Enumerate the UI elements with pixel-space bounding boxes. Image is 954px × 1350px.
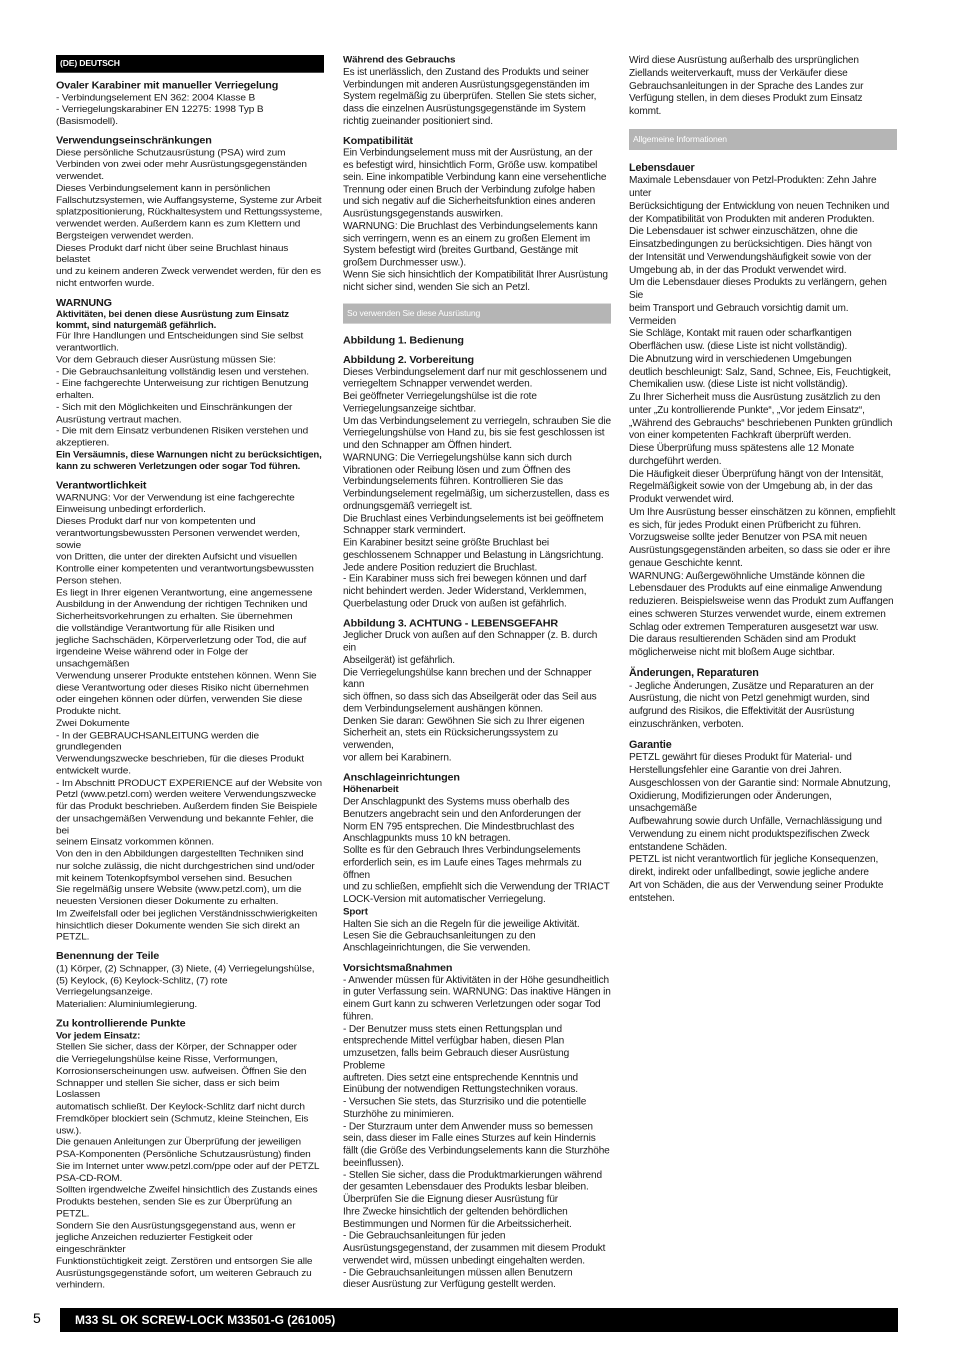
heading-abbildung-1: Abbildung 1. Bedienung [343,335,464,347]
column-3 [629,55,897,905]
einschraenkungen-text: Diese persönliche Schutzausrüstung (PSA) wird zum Verbinden von zwei oder mehr Ausrüstungsgegenständen verwendet. Dieses Verbindungselement kann in persönlichen Fallschutzsystemen, wie Auffangsysteme, Systeme zur Arbeit splatzpositionierung, Rückhaltesystem und Rettungssysteme, verwendet werden. Außerdem kann es zum Klettern und Bergsteigen verwendet werden. Dieses Produkt darf nicht über seine Bruchlast hinaus belastet und zu keinem anderen Zweck verwendet werden, für den es nicht entworfen wurde. [56,147,323,289]
warnung-bold: Aktivitäten, bei denen diese Ausrüstung zum Einsatz kommt, sind naturgemäß gefährlich. [56,309,289,331]
subheading-sport: Sport [343,906,368,918]
heading-benennung: Benennung der Teile [56,950,160,963]
garantie-text: PETZL gewährt für dieses Produkt für Material- und Herstellungsfehler eine Garantie von drei Jahren. Ausgeschlossen von der Garantie sind: Normale Abnutzung, Oxidierung, Modifizierungen oder Änderungen, unsachgemäße Aufbewahrung sowie durch Unfälle, Vernachlässigung und Verwendung zu einem nicht produktspezifischen Zweck entstandene Schäden. PETZL ist nicht verantwortlich für jegliche Konsequenzen, direkt, indirekt oder unfallbedingt, sowie jegliche andere Art von Schäden, die aus der Verwendung seiner Produkte entstehen. [629,752,891,904]
section-bar-allgemein: Allgemeine Informationen [629,129,897,150]
heading-kompatibilitaet: Kompatibilität [343,134,413,147]
subheading-hoehenarbeit: Höhenarbeit [343,784,399,796]
product-title: Ovaler Karabiner mit manueller Verriegelung [56,79,279,92]
subheading-waehrend: Während des Gebrauchs [343,55,456,66]
heading-aenderungen: Änderungen, Reparaturen [629,666,759,679]
page-number: 5 [33,1310,41,1326]
product-standards: - Verbindungselement EN 362: 2004 Klasse B - Verriegelungskarabiner EN 12275: 1998 Typ B (Basismodell). [56,92,264,127]
kompatibilitaet-text: Ein Verbindungselement muss mit der Ausrüstung, an der es befestigt wird, hinsichtlich Form, Größe usw. kompatibel sein. Eine inkompatible Verbindung kann eine versehentliche Trennung oder einen Bruch der Verbindung zufolge haben und sich negativ auf die Sicherheitsfunktion eines anderen Ausrüstungsgegenstands auswirken. WARNUNG: Die Bruchlast des Verbindungselements kann sich verringern, wenn es an einem zu großen Element im System befestigt wird (breites Gurtband, Gestänge mit großem Durchmesser usw.). Wenn Sie sich hinsichtlich der Kompatibilität Ihrer Ausrüstung nicht sicher sind, wenden Sie sich an Petzl. [343,147,608,293]
kontrolle-text: Stellen Sie sicher, dass der Körper, der Schnapper oder die Verriegelungshülse keine Risse, Verformungen, Korrosionserscheinungen usw. aufweisen. Öffnen Sie den Schnapper und stellen Sie sicher, dass er sich beim Loslassen automatisch schließt. Der Keylock-Schlitz darf nicht durch Fremdköper blockiert sein (Schmutz, kleine Steinchen, Eis usw.). Die genauen Anleitungen zur Überprüfung der jeweiligen PSA-Komponenten (Persönliche Schutzausrüstung) finden Sie im Internet unter www.petzl.com/ppe oder auf der PETZL PSA-CD-ROM. Sollten irgendwelche Zweifel hinsichtlich des Zustands eines Produkts bestehen, senden Sie es zur Überprüfung an PETZL. Sondern Sie den Ausrüstungsgegenstand aus, wenn er jegliche Anzeichen reduzierter Festigkeit oder eingeschränkter Funktionstüchtigkeit zeigt. Zerstören und entsorgen Sie alle Ausrüstungsgegenstände sofort, um weiteren Gebrauch zu verhindern. [56,1042,320,1291]
sport-text: Halten Sie sich an die Regeln für die jeweilige Aktivität. Lesen Sie die Gebrauchsanleitungen zu den Anschlageinrichtungen, die Sie verwenden. [343,918,580,954]
aenderungen-text: - Jegliche Änderungen, Zusätze und Reparaturen an der Ausrüstung, die nicht von Petzl genehmigt wurden, sind aufgrund des Risikos, die Effektivität der Ausrüstung einzuschränken, verboten. [629,680,874,730]
warnung-bold-2: Ein Versäumnis, diese Warnungen nicht zu berücksichtigen, kann zu schweren Verletzungen oder sogar Tod führen. [56,450,322,472]
section-bar-verwenden: So verwenden Sie diese Ausrüstung [343,304,611,324]
subheading-vor-jedem-einsatz: Vor jedem Einsatz: [56,1030,141,1041]
lebensdauer-text: Maximale Lebensdauer von Petzl-Produkten: Zehn Jahre unter Berücksichtigung der Entwicklung von neuen Techniken und der Kompatibilität von Produkten mit anderen Produkten. Die Lebensdauer ist schwer einzuschätzen, ohne die Einsatzbedingungen zu berücksichtigen. Dies hängt von der Intensität und Verwendungshäufigkeit sowie von der Umgebung ab, in der das Produkt verwendet wird. Um die Lebensdauer dieses Produkts zu verlängern, gehen Sie beim Transport und Gebrauch vorsichtig damit um. Vermeiden Sie Schläge, Kontakt mit rauen oder scharfkantigen Oberflächen usw. (diese Liste ist nicht vollständig). Die Abnutzung wird in verschiedenen Umgebungen deutlich beschleunigt: Salz, Sand, Schnee, Eis, Feuchtigkeit, Chemikalien usw. (diese Liste ist nicht vollständig). Zu Ihrer Sicherheit muss die Ausrüstung zusätzlich zu den unter „Zu kontrollierende Punkte“, „Vor jedem Einsatz“, „Während des Gebrauchs“ beschriebenen Punkten gründlich von einer kompetenten Fachkraft überprüft werden. Diese Überprüfung muss spätestens alle 12 Monate durchgeführt werden. Die Häufigkeit dieser Überprüfung hängt von der Intensität, Regelmäßigkeit sowie von der Umgebung ab, in der das Produkt verwendet wird. Um Ihre Ausrüstung besser einschätzen zu können, empfiehlt es sich, für jedes Produkt einen Prüfbericht zu führen. Vorzugsweise sollte jeder Benutzer von PSA mit neuen Ausrüstungsgegenständen arbeiten, so dass sie oder er ihre genaue Geschichte kennt. WARNUNG: Außergewöhnliche Umstände können die Lebensdauer des Produkts auf eine einmalige Anwendung reduzieren. Beispielsweise wenn das Produkt zum Auffangen eines schweren Sturzes verwendet wurde, einem extremen Schlag oder extremen Temperaturen ausgesetzt war usw. Die daraus resultierenden Schäden sind am Produkt möglicherweise nicht mit bloßem Auge sichtbar. [629,175,896,658]
waehrend-text: Es ist unerlässlich, den Zustand des Produkts und seiner Verbindungen mit anderen Ausrüstungsgegenständen im System regelmäßig zu überprüfen. Stellen Sie stets sicher, dass die einzelnen Ausrüstungsgegenstände im System richtig zueinander positioniert sind. [343,67,597,127]
heading-warnung: WARNUNG [56,296,112,309]
heading-garantie: Garantie [629,738,672,751]
abbildung-2-text: Dieses Verbindungselement darf nur mit geschlossenem und verriegeltem Schnapper verwendet werden. Bei geöffneter Verriegelungshülse ist die rote Verriegelungsanzeige sichtbar. Um das Verbindungselement zu verriegeln, schrauben Sie die Verriegelungshülse von Hand zu, bis sie fest geschlossen ist und den Schnapper am Öffnen hindert. WARNUNG: Die Verriegelungshülse kann sich durch Vibrationen oder Reibung lösen und zum Öffnen des Verbindungselements führen. Kontrollieren Sie das Verbindungselement regelmäßig, um sicherzustellen, dass es ordnungsgemäß verriegelt ist. Die Bruchlast eines Verbindungselements ist bei geöffnetem Schnapper stark vermindert. Ein Karabiner besitzt seine größte Bruchlast bei geschlossenem Schnapper und Belastung in Längsrichtung. Jede andere Position reduziert die Bruchlast. - Ein Karabiner muss sich frei bewegen können und darf nicht behindert werden. Jeder Widerstand, Verklemmen, Querbelastung oder Druck von außen ist gefährlich. [343,367,611,610]
heading-anschlageinrichtungen: Anschlageinrichtungen [343,771,460,783]
heading-einschraenkungen: Verwendungseinschränkungen [56,134,212,147]
footer-bar: M33 SL OK SCREW-LOCK M33501-G (261005) [60,1308,898,1332]
heading-lebensdauer: Lebensdauer [629,161,695,174]
language-label: (DE) DEUTSCH [56,55,324,72]
anschlag-text: Der Anschlagpunkt des Systems muss oberhalb des Benutzers angebracht sein und den Anforderungen der Norm EN 795 entsprechen. Die Mindestbruchlast des Anschlagpunkts muss 10 kN betragen. Sollte es für den Gebrauch Ihres Verbindungselements erforderlich sein, es im Laufe eines Tages mehrmals zu öffnen und zu schließen, empfiehlt sich die Verwendung der TRIACT LOCK-Version mit automatischer Verriegelung. [343,796,610,905]
heading-kontrolle: Zu kontrollierende Punkte [56,1017,186,1029]
heading-verantwortlichkeit: Verantwortlichkeit [56,479,147,492]
intro-text: Wird diese Ausrüstung außerhalb des ursprünglichen Ziellands weiterverkauft, muss der Verkäufer diese Gebrauchsanleitungen in der Sprache des Landes zur Verfügung stellen, in dem dieses Produkt zum Einsatz kommt. [629,55,864,117]
warnung-text: Für Ihre Handlungen und Entscheidungen sind Sie selbst verantwortlich. Vor dem Gebrauch dieser Ausrüstung müssen Sie: - Die Gebrauchsanleitung vollständig lesen und verstehen. - Eine fachgerechte Unterweisung zur richtigen Benutzung erhalten. - Sich mit den Möglichkeiten und Einschränkungen der Ausrüstung vertraut machen. - Die mit dem Einsatz verbundenen Risiken verstehen und akzeptieren. [56,331,309,449]
heading-abbildung-2: Abbildung 2. Vorbereitung [343,353,475,366]
verantwortlichkeit-text: WARNUNG: Vor der Verwendung ist eine fachgerechte Einweisung unbedingt erforderlich. Dieses Produkt darf nur von kompetenten und verantwortungsbewussten Personen verwendet werden, sowie von Dritten, die unter der direkten Aufsicht und visuellen Kontrolle einer kompetenten und verantwortungsbewussten Person stehen. Es liegt in Ihrer eigenen Verantwortung, eine angemessene Ausbildung in der Anwendung der richtigen Techniken und Sicherheitsvorkehrungen zu erhalten. Sie übernehmen die vollständige Verantwortung für alle Risiken und jegliche Sachschäden, Körperverletzung oder Tod, die auf irgendeine Weise während oder in Folge der unsachgemäßen Verwendung unserer Produkte entstehen können. Wenn Sie diese Verantwortung oder dieses Risiko nicht übernehmen oder eingehen können oder dürfen, verwenden Sie diese Produkte nicht. Zwei Dokumente - In der GEBRAUCHSANLEITUNG werden die grundlegenden Verwendungszwecke beschrieben, für die dieses Produkt entwickelt wurde. - Im Abschnitt PRODUCT EXPERIENCE auf der Website von Petzl (www.petzl.com) werden weitere Verwendungszwecke für das Produkt beschrieben. Außerdem finden Sie Beispiele der unsachgemäßen Verwendung und bekannte Fehler, die bei seinem Einsatz vorkommen können. Von den in den Abbildungen dargestellten Techniken sind nur solche zulässig, die nicht durchgestrichen sind und/oder mit keinem Totenkopfsymbol versehen sind. Besuchen Sie regelmäßig unsere Website (www.petzl.com), um die neuesten Versionen dieser Dokumente zu erhalten. Im Zweifelsfall oder bei jeglichen Verständnisschwierigkeiten hinsichtlich dieser Dokumente wenden Sie sich direkt an PETZL. [56,492,322,943]
column-2 [343,55,611,1292]
abbildung-3-text: Jeglicher Druck von außen auf den Schnapper (z. B. durch ein Abseilgerät) ist gefährlich. Die Verriegelungshülse kann brechen und der Schnapper kann sich öffnen, so dass sich das Abseilgerät oder das Seil aus dem Verbindungselement aushängen können. Denken Sie daran: Gewöhnen Sie sich zu Ihrer eigenen Sicherheit an, stets ein Rücksicherungssystem zu verwenden, vor allem bei Karabinern. [343,630,598,764]
heading-abbildung-3: Abbildung 3. ACHTUNG - LEBENSGEFAHR [343,617,559,630]
benennung-text: (1) Körper, (2) Schnapper, (3) Niete, (4) Verriegelungshülse, (5) Keylock, (6) Keylock-Schlitz, (7) rote Verriegelungsanzeige. Materialien: Aluminiumlegierung. [56,963,315,1010]
column-1 [56,55,324,1292]
heading-vorsichtsmassnahmen: Vorsichtsmaßnahmen [343,961,453,974]
vorsicht-text: - Anwender müssen für Aktivitäten in der Höhe gesundheitlich in guter Verfassung sein. WARNUNG: Das inaktive Hängen in einem Gurt kann zu schweren Verletzungen oder sogar Tod führen. - Der Benutzer muss stets einen Rettungsplan und entsprechende Mittel verfügbar haben, diesen Plan umzusetzen, falls beim Gebrauch dieser Ausrüstung Probleme auftreten. Dies setzt eine entsprechende Kenntnis und Einübung der notwendigen Rettungstechniken voraus. - Versuchen Sie stets, das Sturzrisiko und die potentielle Sturzhöhe zu minimieren. - Der Sturzraum unter dem Anwender muss so bemessen sein, dass dieser im Falle eines Sturzes auf kein Hindernis fällt (die Größe des Verbindungselements kann die Sturzhöhe beeinflussen). - Stellen Sie sicher, dass die Produktmarkierungen während der gesamten Lebensdauer des Produkts lesbar bleiben. Überprüfen Sie die Eignung dieser Ausrüstung für Ihre Zwecke hinsichtlich der geltenden behördlichen Bestimmungen und Normen für die Arbeitssicherheit. - Die Gebrauchsanleitungen für jeden Ausrüstungsgegenstand, der zusammen mit diesem Produkt verwendet wird, müssen unbedingt eingehalten werden. - Die Gebrauchsanleitungen müssen allen Benutzern dieser Ausrüstung zur Verfügung gestellt werden. [343,975,611,1291]
